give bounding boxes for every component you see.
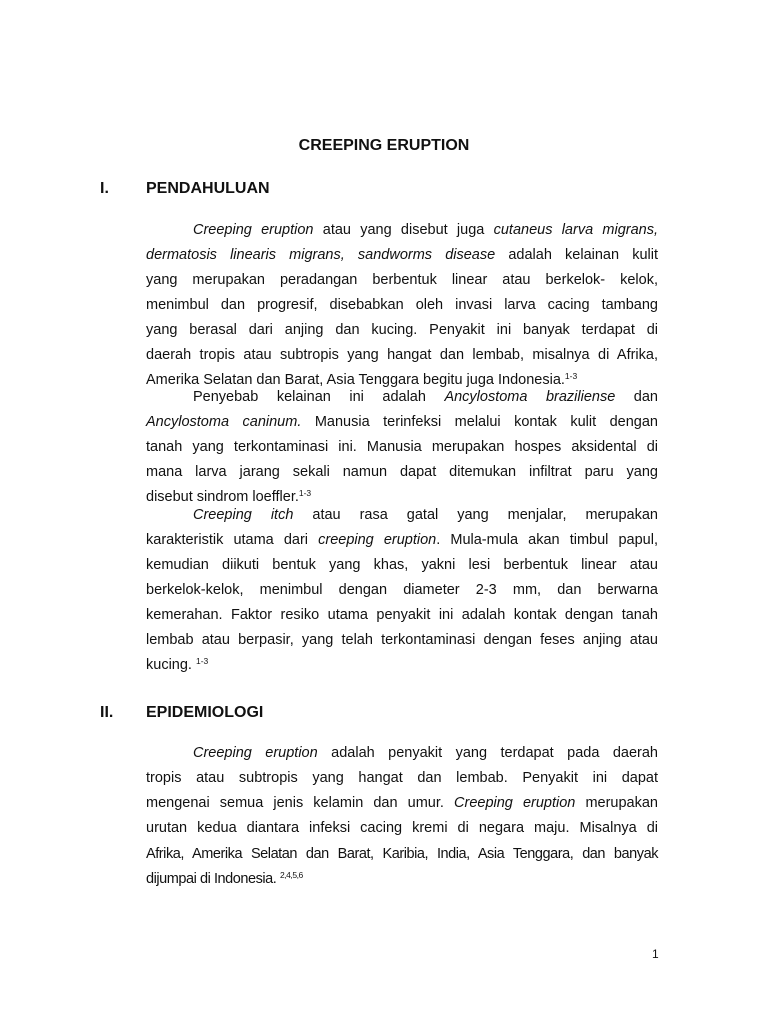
document-title: CREEPING ERUPTION: [298, 137, 470, 154]
text-run: berkelok-kelok, menimbul dengan diameter 2-3 mm, dan berwarna: [146, 582, 658, 598]
italic-term: Creeping eruption: [454, 795, 576, 811]
reference-superscript: 1-3: [564, 371, 578, 381]
text-run: daerah tropis atau subtropis yang hangat dan lembab, misalnya di Afrika,: [146, 347, 658, 363]
paragraph-line: [146, 413, 658, 431]
text-run: Penyebab kelainan ini adalah: [193, 389, 445, 405]
page-number: 1: [652, 947, 659, 961]
text-run: atau rasa gatal yang menjalar, merupakan: [293, 507, 659, 523]
text-run: disebut sindrom loeffler.: [146, 489, 299, 505]
paragraph-line: [193, 744, 658, 762]
italic-term: cutaneus larva migrans,: [493, 222, 658, 238]
italic-term: Creeping eruption: [193, 745, 318, 761]
text-run: atau yang disebut juga: [313, 222, 494, 238]
italic-term: Creeping eruption: [193, 222, 314, 238]
section-number: II.: [100, 704, 114, 721]
text-run: dijumpai di Indonesia.: [146, 871, 280, 887]
paragraph-line: [146, 819, 658, 837]
paragraph-line: [146, 271, 658, 289]
paragraph-line: [146, 488, 658, 506]
paragraph-line: [146, 531, 658, 549]
italic-term: Ancylostoma caninum.: [146, 414, 302, 430]
reference-superscript: 1-3: [298, 488, 312, 498]
text-run: kemerahan. Faktor resiko utama penyakit ini adalah kontak dengan tanah: [146, 607, 658, 623]
paragraph-line: [146, 581, 658, 599]
paragraph-line: [193, 221, 658, 239]
paragraph-line: [146, 438, 658, 456]
paragraph-line: [146, 606, 658, 624]
italic-term: creeping eruption: [318, 532, 437, 548]
paragraph-line: [146, 321, 658, 339]
text-run: . Mula-mula akan timbul papul,: [436, 532, 658, 548]
text-run: Amerika Selatan dan Barat, Asia Tenggara begitu juga Indonesia.: [146, 372, 565, 388]
paragraph-line: [146, 556, 658, 574]
text-run: Afrika, Amerika Selatan dan Barat, Karibia, India, Asia Tenggara, dan banyak: [146, 846, 658, 862]
paragraph-line: [193, 388, 658, 406]
italic-term: Ancylostoma braziliense: [444, 389, 616, 405]
reference-superscript: 2,4,5,6: [279, 870, 303, 880]
paragraph-line: [146, 656, 658, 674]
reference-superscript: 1-3: [195, 656, 209, 666]
paragraph-line: [193, 506, 658, 524]
text-run: urutan kedua diantara infeksi cacing kremi di negara maju. Misalnya di: [146, 820, 658, 836]
section-title: PENDAHULUAN: [146, 180, 270, 197]
text-run: adalah penyakit yang terdapat pada daerah: [317, 745, 658, 761]
paragraph-line: [146, 870, 658, 888]
paragraph-line: [146, 296, 658, 314]
paragraph-line: [146, 769, 658, 787]
text-run: yang berasal dari anjing dan kucing. Penyakit ini banyak terdapat di: [146, 322, 658, 338]
italic-term: dermatosis linearis migrans, sandworms disease: [146, 247, 496, 263]
text-run: kemudian diikuti bentuk yang khas, yakni lesi berbentuk linear atau: [146, 557, 658, 573]
paragraph-line: [146, 631, 658, 649]
paragraph-line: [146, 463, 658, 481]
paragraph-line: [146, 845, 658, 863]
section-number: I.: [100, 180, 109, 197]
paragraph-line: [146, 794, 658, 812]
text-run: adalah kelainan kulit: [495, 247, 658, 263]
text-run: kucing.: [146, 657, 196, 673]
text-run: Manusia terinfeksi melalui kontak kulit dengan: [301, 414, 658, 430]
text-run: merupakan: [575, 795, 658, 811]
text-run: tanah yang terkontaminasi ini. Manusia merupakan hospes aksidental di: [146, 439, 658, 455]
text-run: mana larva jarang sekali namun dapat ditemukan infiltrat paru yang: [146, 464, 658, 480]
text-run: yang merupakan peradangan berbentuk linear atau berkelok- kelok,: [146, 272, 658, 288]
paragraph-line: [146, 246, 658, 264]
text-run: tropis atau subtropis yang hangat dan lembab. Penyakit ini dapat: [146, 770, 658, 786]
paragraph-line: [146, 346, 658, 364]
text-run: lembab atau berpasir, yang telah terkontaminasi dengan feses anjing atau: [146, 632, 658, 648]
italic-term: Creeping itch: [193, 507, 294, 523]
section-title: EPIDEMIOLOGI: [146, 704, 264, 721]
text-run: menimbul dan progresif, disebabkan oleh invasi larva cacing tambang: [146, 297, 658, 313]
paragraph-line: [146, 371, 658, 389]
text-run: mengenai semua jenis kelamin dan umur.: [146, 795, 455, 811]
text-run: karakteristik utama dari: [146, 532, 319, 548]
text-run: dan: [615, 389, 658, 405]
